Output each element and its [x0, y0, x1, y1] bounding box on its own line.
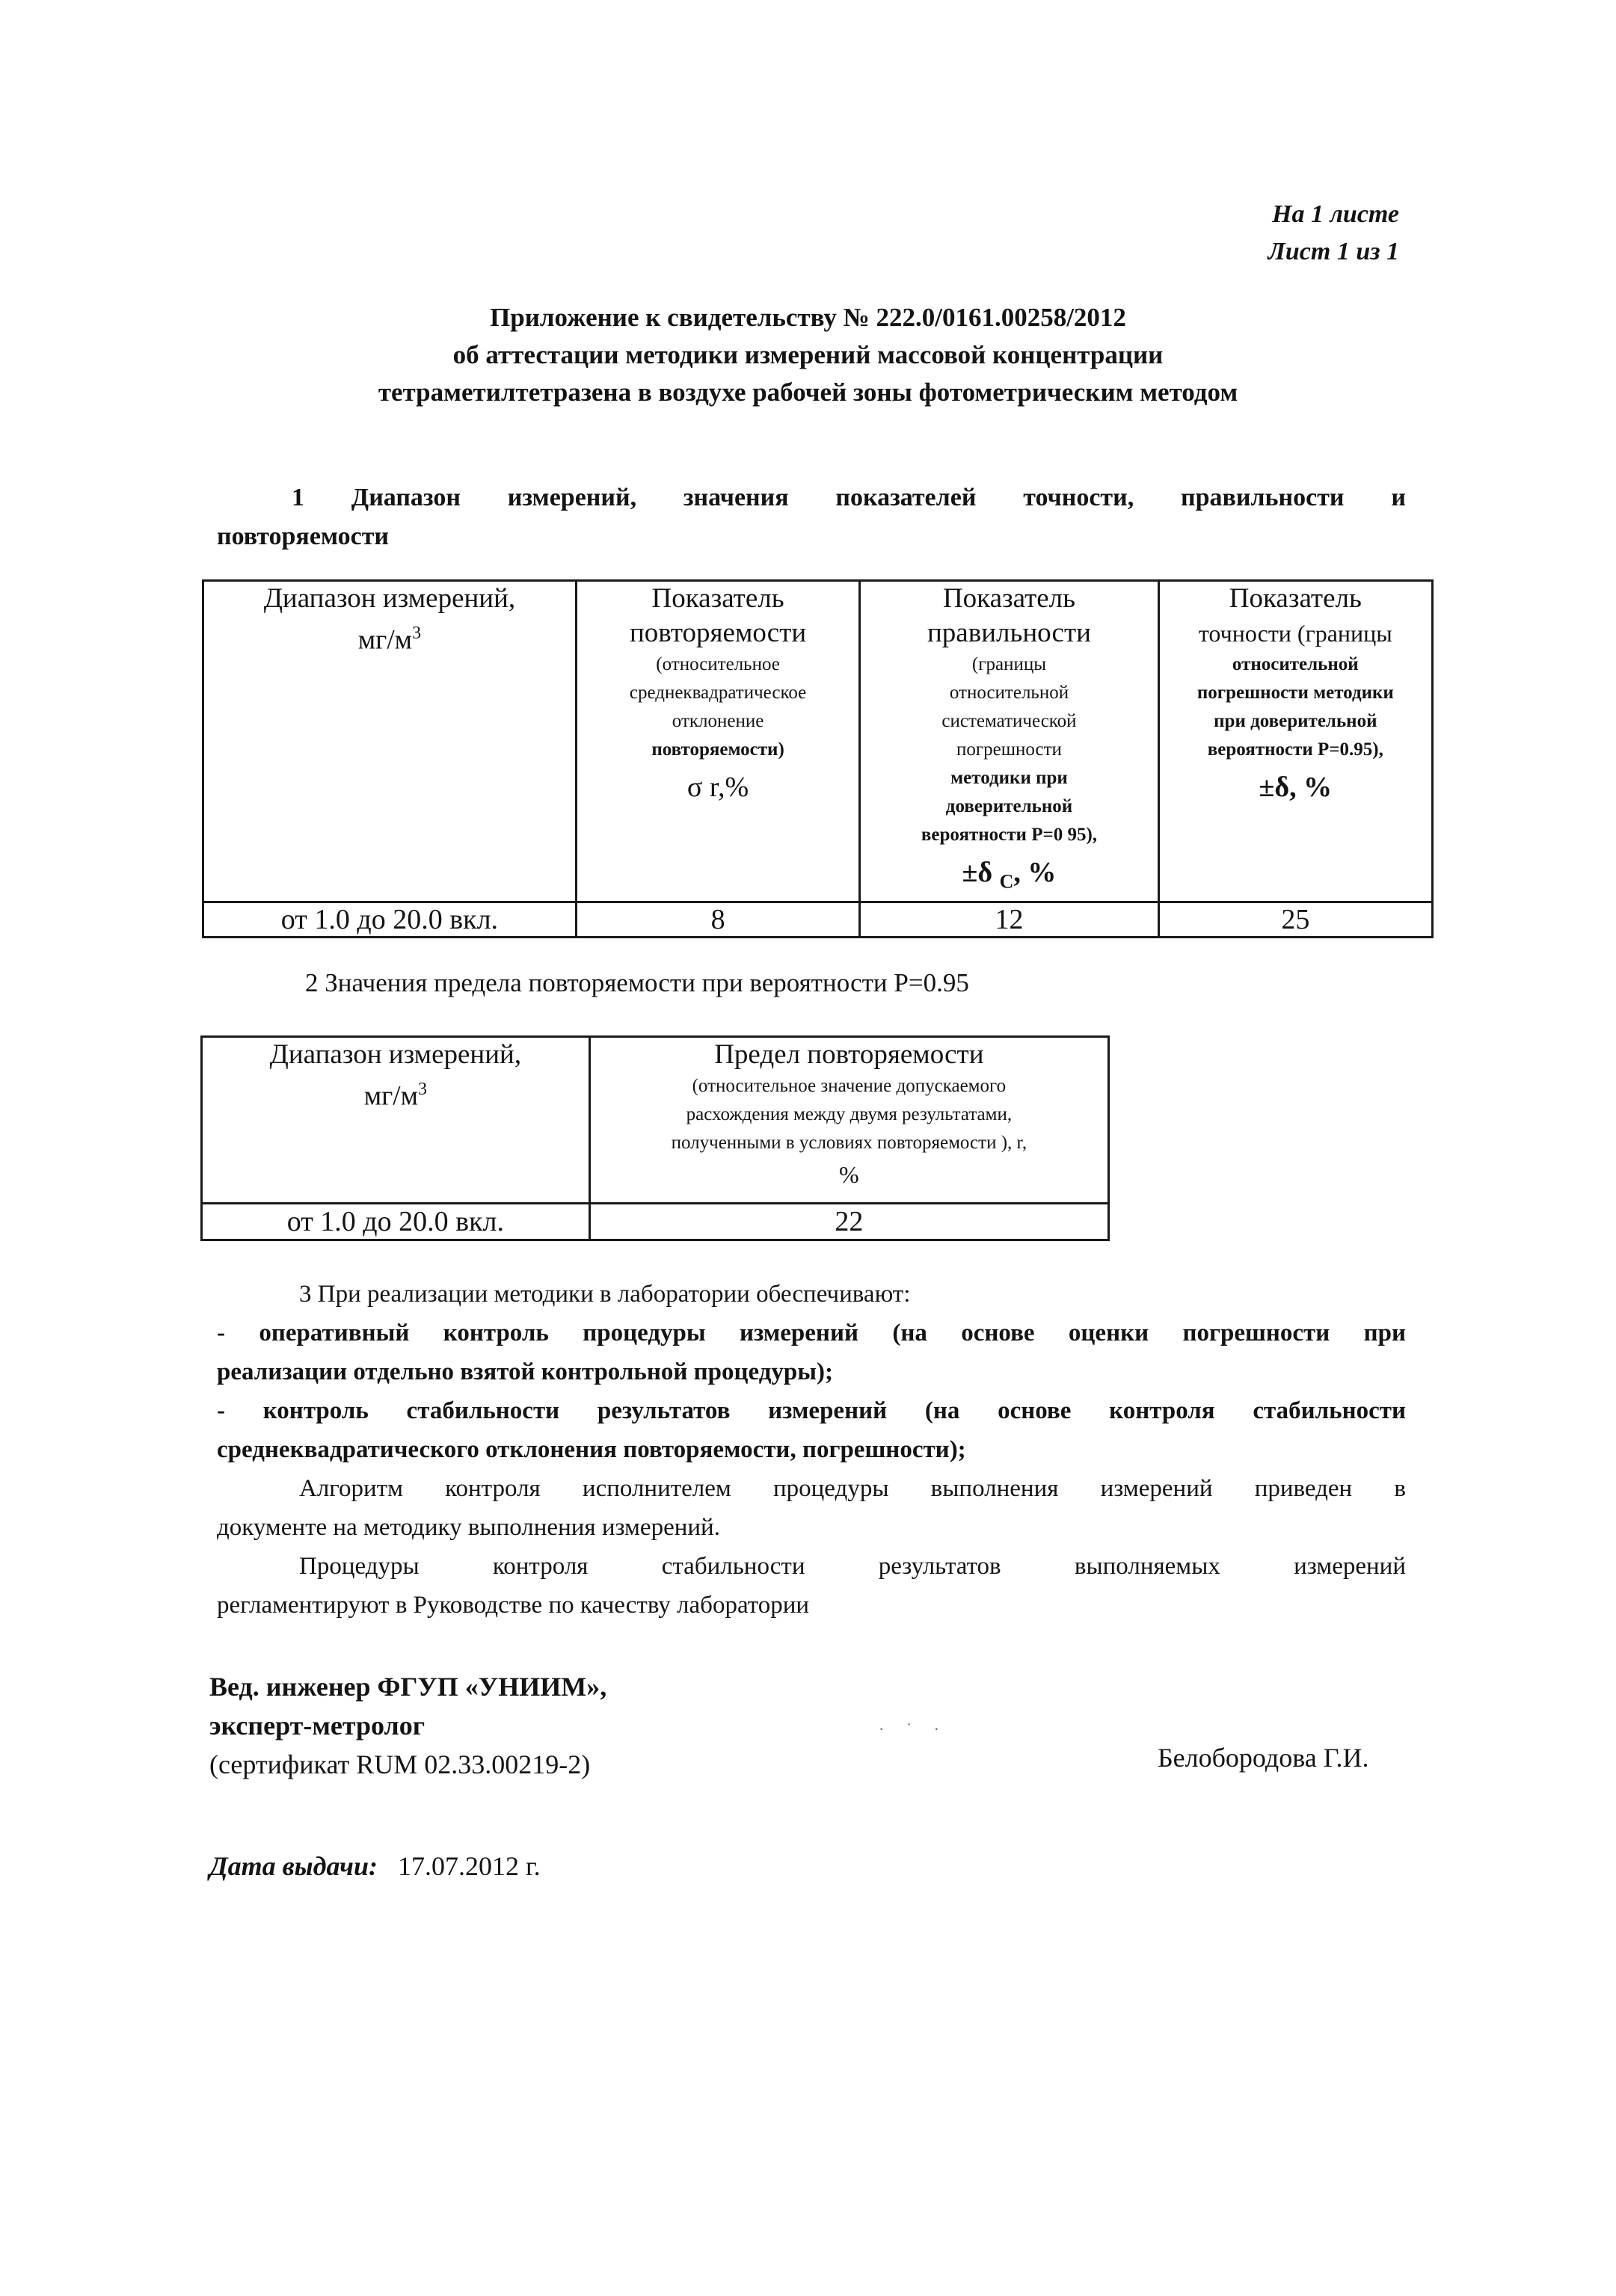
signer-certificate: (сертификат RUM 02.33.00219-2) — [209, 1749, 591, 1779]
section-1-word: значения — [683, 484, 789, 511]
title-line-3: тетраметилтетразена в воздухе рабочей зоны фотометрическим методом — [378, 378, 1238, 407]
header-unit: % — [839, 1161, 859, 1188]
unit-sup: 3 — [418, 1080, 427, 1099]
header-note: при доверительной — [1214, 711, 1377, 731]
header-note: погрешности методики — [1196, 683, 1394, 703]
section-1-word: показателей — [835, 484, 977, 511]
header-note: доверительной — [945, 796, 1073, 816]
header-text: Показатель — [942, 583, 1076, 614]
header-text: Показатель — [651, 583, 784, 614]
title-line-2: об аттестации методики измерений массовой концентрации — [452, 340, 1164, 369]
signer-name: Белобородова Г.И. — [1158, 1743, 1369, 1773]
repeatability-limit-table — [200, 1035, 1110, 1241]
signature-block — [209, 1667, 606, 1784]
section-3-item-1: - оперативный контроль процедуры измерений (на основе оценки погрешности при — [217, 1320, 1406, 1346]
delta-c-symbol — [861, 854, 1157, 901]
delta-symbol: ±δ, % — [1259, 772, 1333, 803]
header-note: повторяемости) — [651, 739, 784, 760]
header-note: полученными в условиях повторяемости ), r, — [671, 1133, 1027, 1153]
delta-unit: , % — [1013, 857, 1057, 888]
signature-mark: · ˙ · — [879, 1720, 948, 1738]
section-1-word: Диапазон — [351, 484, 461, 511]
section-1-line-2: повторяемости — [217, 523, 389, 550]
section-3-intro: 3 При реализации методики в лаборатории обеспечивают: — [299, 1281, 911, 1308]
section-1-word: точности, — [1023, 484, 1134, 511]
header-note: погрешности — [956, 739, 1062, 760]
range-cell: от 1.0 до 20.0 вкл. — [202, 1204, 590, 1240]
delta-c-cell: 12 — [860, 902, 1158, 937]
header-text: Диапазон измерений, — [263, 583, 516, 614]
issue-date-label: Дата выдачи: — [209, 1851, 378, 1881]
section-3-item-2-cont: среднеквадратического отклонения повторяемости, погрешности); — [217, 1436, 966, 1463]
section-3 — [217, 1275, 1406, 1625]
trueness-header — [860, 581, 1158, 902]
header-note: относительной — [1232, 654, 1359, 674]
procedures-text-cont: регламентируют в Руководстве по качеству лаборатории — [217, 1592, 810, 1619]
header-note: (относительное значение допускаемого — [692, 1076, 1007, 1096]
section-2-heading: 2 Значения предела повторяемости при вероятности P=0.95 — [305, 968, 969, 997]
issue-date-value: 17.07.2012 г. — [397, 1851, 541, 1881]
range-cell: от 1.0 до 20.0 вкл. — [203, 902, 577, 937]
signer-role: эксперт-метролог — [209, 1711, 425, 1741]
range-header — [202, 1037, 590, 1204]
unit: мг/м — [363, 1080, 418, 1112]
sigma-symbol: σ r,% — [686, 772, 749, 803]
section-1-number: 1 — [292, 484, 304, 511]
section-3-item-2: - контроль стабильности результатов измерений (на основе контроля стабильности — [217, 1397, 1406, 1424]
header-note: вероятности P=0 95), — [921, 825, 1098, 845]
procedures-text: Процедуры контроля стабильности результатов выполняемых измерений — [299, 1553, 1406, 1580]
table-row — [202, 1204, 1109, 1240]
header-note: среднеквадратическое — [629, 683, 807, 703]
table-row — [203, 902, 1433, 937]
section-1-heading — [217, 478, 1406, 556]
sigma-cell: 8 — [576, 902, 859, 937]
header-note: (относительное — [656, 654, 780, 674]
section-1-line-1 — [217, 478, 1406, 517]
accuracy-table — [202, 579, 1434, 938]
sheet-info — [1268, 196, 1399, 271]
header-text: Диапазон измерений, — [269, 1039, 522, 1070]
header-note: методики при — [950, 768, 1068, 788]
header-note: (границы — [971, 654, 1047, 674]
limit-cell: 22 — [589, 1204, 1108, 1240]
issue-date — [209, 1850, 541, 1882]
sheet-number: Лист 1 из 1 — [1268, 238, 1399, 265]
header-text: Показатель — [1229, 583, 1362, 614]
accuracy-header — [1158, 581, 1432, 902]
limit-header — [589, 1037, 1108, 1204]
document-title — [0, 299, 1616, 411]
header-text: точности (границы — [1198, 620, 1392, 647]
header-note: относительной — [949, 683, 1069, 703]
header-note: вероятности P=0.95), — [1207, 739, 1383, 760]
header-text: Предел повторяемости — [714, 1039, 984, 1070]
unit-sup: 3 — [412, 624, 422, 643]
section-1-word: измерений, — [507, 484, 637, 511]
title-line-1: Приложение к свидетельству № 222.0/0161.00258/2012 — [490, 303, 1126, 332]
table-header-row — [202, 1037, 1109, 1204]
header-text: правильности — [927, 618, 1091, 648]
section-1-word: и — [1391, 484, 1406, 511]
header-text: повторяемости — [629, 618, 807, 648]
unit-text — [204, 616, 575, 657]
repeatability-header — [576, 581, 859, 902]
table-header-row — [203, 581, 1433, 902]
signer-position: Вед. инженер ФГУП «УНИИМ», — [209, 1672, 607, 1702]
algorithm-text-cont: документе на методику выполнения измерений. — [217, 1514, 720, 1541]
sheets-total: На 1 листе — [1272, 200, 1399, 228]
delta-cell: 25 — [1158, 902, 1432, 937]
section-1-word: правильности — [1181, 484, 1345, 511]
unit: мг/м — [357, 624, 413, 656]
section-3-item-1-cont: реализации отдельно взятой контрольной процедуры); — [217, 1358, 834, 1385]
range-header — [203, 581, 577, 902]
delta-sub: C — [999, 870, 1014, 893]
header-note: отклонение — [672, 711, 764, 731]
header-note: расхождения между двумя результатами, — [686, 1104, 1013, 1124]
delta-symbol: ±δ — [962, 857, 993, 888]
unit-text — [203, 1072, 589, 1113]
header-note: систематической — [941, 711, 1077, 731]
algorithm-text: Алгоритм контроля исполнителем процедуры выполнения измерений приведен в — [299, 1475, 1406, 1502]
